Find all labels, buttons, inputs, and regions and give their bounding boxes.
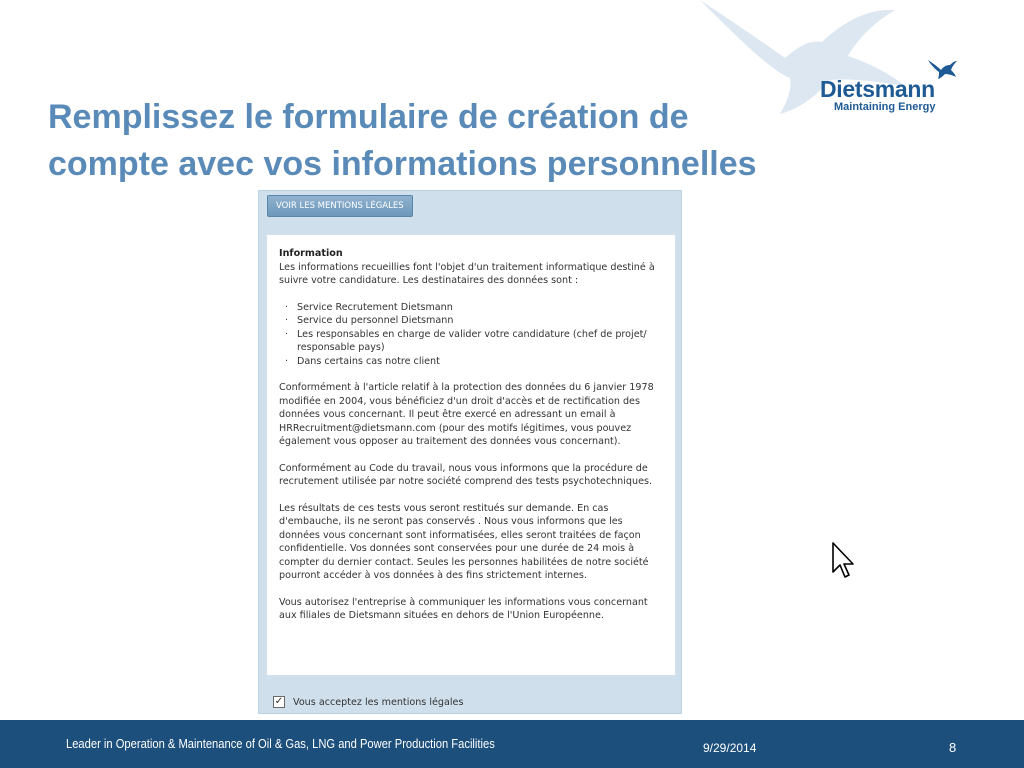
slide-footer xyxy=(0,720,1024,768)
form-screenshot xyxy=(258,190,682,714)
page-number: 8 xyxy=(949,740,957,755)
logo-tagline: Maintaining Energy xyxy=(834,101,936,113)
info-heading: Information xyxy=(279,248,343,259)
info-intro: Les informations recueillies font l'objet d'un traitement informatique destiné à suivre votre candidature. Les destinataires des données sont : xyxy=(279,261,655,286)
list-item: · Service du personnel Dietsmann xyxy=(279,314,663,328)
logo-name: Dietsmann xyxy=(820,76,935,102)
dietsmann-logo xyxy=(818,56,968,118)
slide-title: Remplissez le formulaire de création de compte avec vos informations personnelles xyxy=(48,98,757,183)
list-item: · Dans certains cas notre client xyxy=(279,355,663,369)
list-item: · Les responsables en charge de valider votre candidature (chef de projet/ responsable pays) xyxy=(279,328,663,355)
test-results-paragraph: Les résultats de ces tests vous seront restitués sur demande. En cas d'embauche, ils ne seront pas conservés . Nous vous informons que les données vous concernant sont informatisées, elles seront traitées de façon confidentielle. Vos données sont conservées pour une durée de 24 mois à compter du dernier contact. Seules les personnes habilitées de notre société pourront accéder à vos données à des fins strictement internes. xyxy=(279,502,649,581)
mentions-legales-button[interactable]: VOIR LES MENTIONS LÉGALES xyxy=(267,195,413,217)
accept-checkbox[interactable] xyxy=(273,696,285,708)
subsidiaries-paragraph: Vous autorisez l'entreprise à communiquer les informations vous concernant aux filiales de Dietsmann situées en dehors de l'Union Européenne. xyxy=(279,596,648,621)
list-item: · Service Recrutement Dietsmann xyxy=(279,301,663,315)
labor-code-paragraph: Conformément au Code du travail, nous vous informons que la procédure de recrutement utilisée par notre société comprend des tests psychotechniques. xyxy=(279,462,653,487)
data-protection-paragraph: Conformément à l'article relatif à la protection des données du 6 janvier 1978 modifiée en 2004, vous bénéficiez d'un droit d'accès et de rectification des données vous concernant. Il peut être exercé en adressant un email à HRRecruitment@dietsmann.com (pour des motifs légitimes, vous pouvez également vous opposer au traitement des données vous concernant). xyxy=(279,382,654,447)
recipients-list xyxy=(279,301,663,369)
footer-date: 9/29/2014 xyxy=(703,741,757,755)
legal-notice-panel xyxy=(266,234,676,676)
checkmark-icon: ✓ xyxy=(274,696,284,707)
footer-slogan: Leader in Operation & Maintenance of Oil & Gas, LNG and Power Production Facilities xyxy=(66,736,495,751)
mouse-cursor-icon xyxy=(832,542,856,584)
accept-terms-row xyxy=(273,694,463,710)
accept-label: Vous acceptez les mentions légales xyxy=(293,696,464,708)
